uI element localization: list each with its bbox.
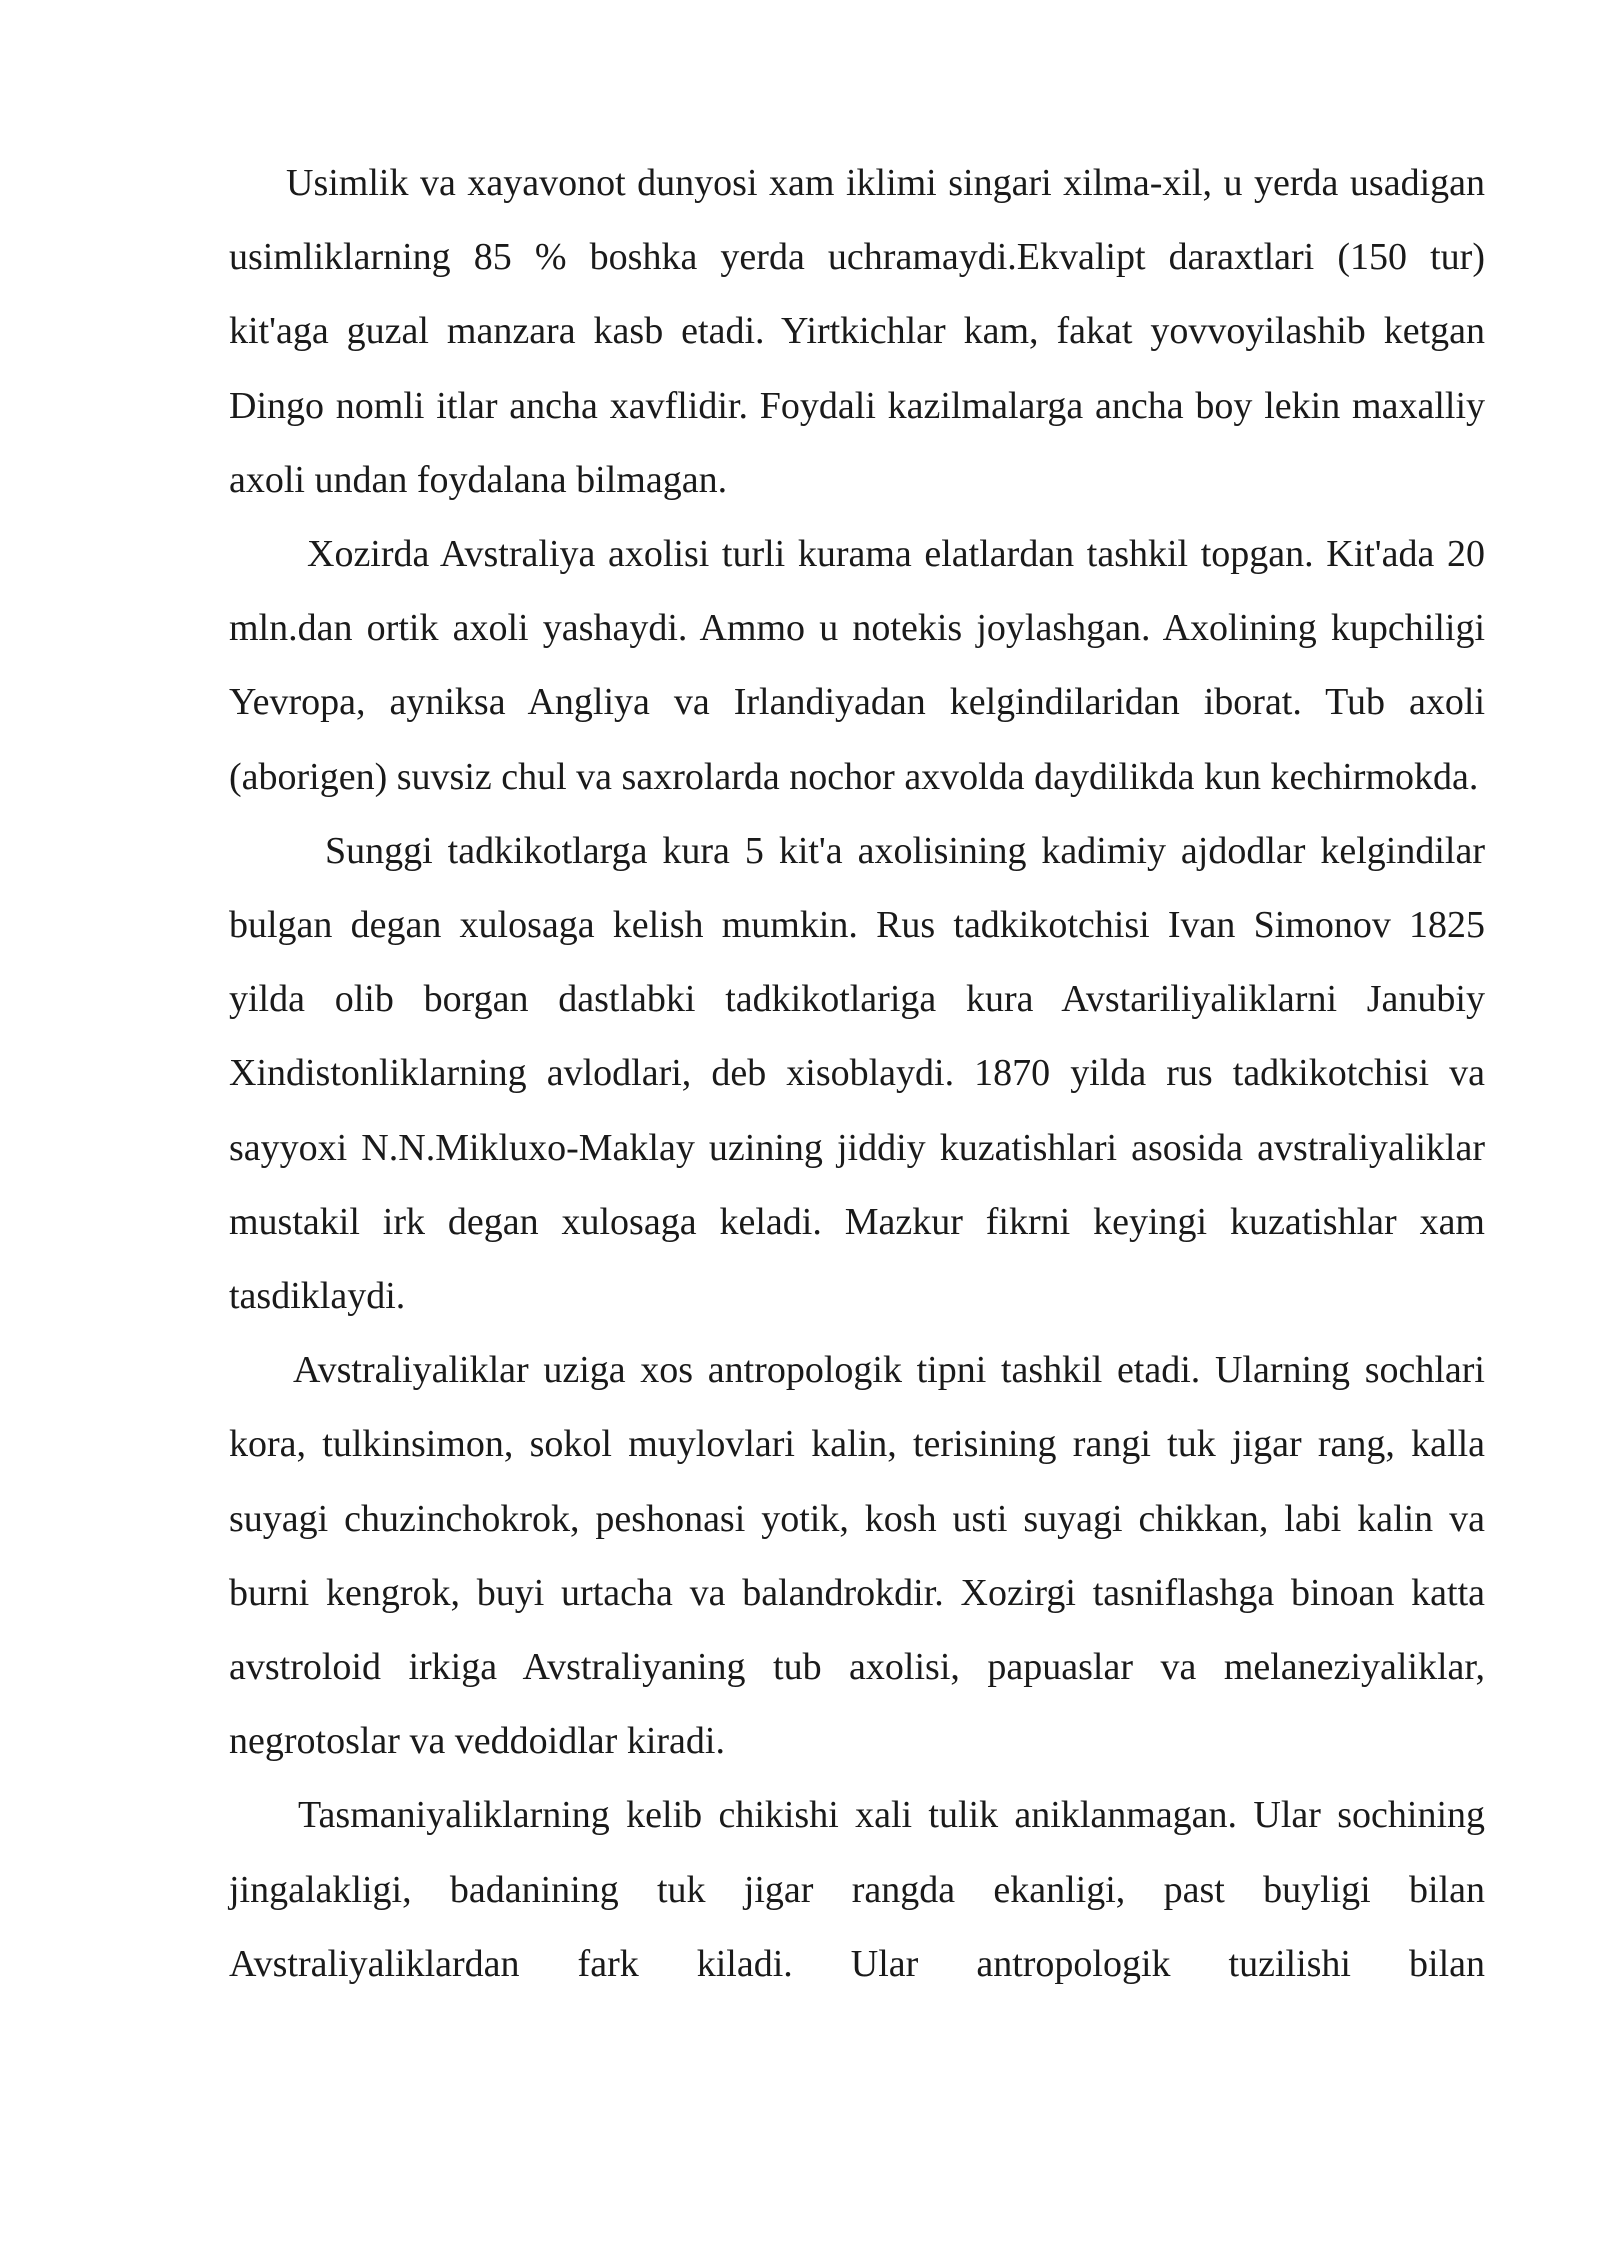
paragraph-anthropology: Avstraliyaliklar uziga xos antropologik tipni tashkil etadi. Ularning sochlari kora, tulkinsimon, sokol muylovlari kalin, terisining rangi tuk jigar rang, kalla suyagi chuzinchokrok, peshonasi yotik, kosh usti suyagi chikkan, labi kalin va burni kengrok, buyi urtacha va balandrokdir. Xozirgi tasniflashga binoan katta avstroloid irkiga Avstraliyaning tub axolisi, papuaslar va melaneziyaliklar, negrotoslar va veddoidlar kiradi. [229,1349,1485,1763]
paragraph-population: Xozirda Avstraliya axolisi turli kurama elatlardan tashkil topgan. Kit'ada 20 mln.dan ortik axoli yashaydi. Ammo u notekis joylashgan. Axolining kupchiligi Yevropa, ayniksa Angliya va Irlandiyadan kelgindilaridan iborat. Tub axoli (aborigen) suvsiz chul va saxrolarda nochor axvolda daydilikda kun kechirmokda. [229,533,1485,798]
body-text [229,146,1485,2001]
paragraph-flora-fauna: Usimlik va xayavonot dunyosi xam iklimi singari xilma-xil, u yerda usadigan usimliklarning 85 % boshka yerda uchramaydi.Ekvalipt daraxtlari (150 tur) kit'aga guzal manzara kasb etadi. Yirtkichlar kam, fakat yovvoyilashib ketgan Dingo nomli itlar ancha xavflidir. Foydali kazilmalarga ancha boy lekin maxalliy axoli undan foydalana bilmagan. [229,162,1485,501]
paragraph-research-history: Sunggi tadkikotlarga kura 5 kit'a axolisining kadimiy ajdodlar kelgindilar bulgan degan xulosaga kelish mumkin. Rus tadkikotchisi Ivan Simonov 1825 yilda olib borgan dastlabki tadkikotlariga kura Avstariliyaliklarni Janubiy Xindistonliklarning avlodlari, deb xisoblaydi. 1870 yilda rus tadkikotchisi va sayyoxi N.N.Mikluxo-Maklay uzining jiddiy kuzatishlari asosida avstraliyaliklar mustakil irk degan xulosaga keladi. Mazkur fikrni keyingi kuzatishlar xam tasdiklaydi. [229,829,1485,1318]
paragraph-tasmanians: Tasmaniyaliklarning kelib chikishi xali tulik aniklanmagan. Ular sochining jingalakligi, badanining tuk jigar rangda ekanligi, past buyligi bilan Avstraliyaliklardan fark kiladi. Ular antropologik tuzilishi bilan [229,1794,1485,1985]
